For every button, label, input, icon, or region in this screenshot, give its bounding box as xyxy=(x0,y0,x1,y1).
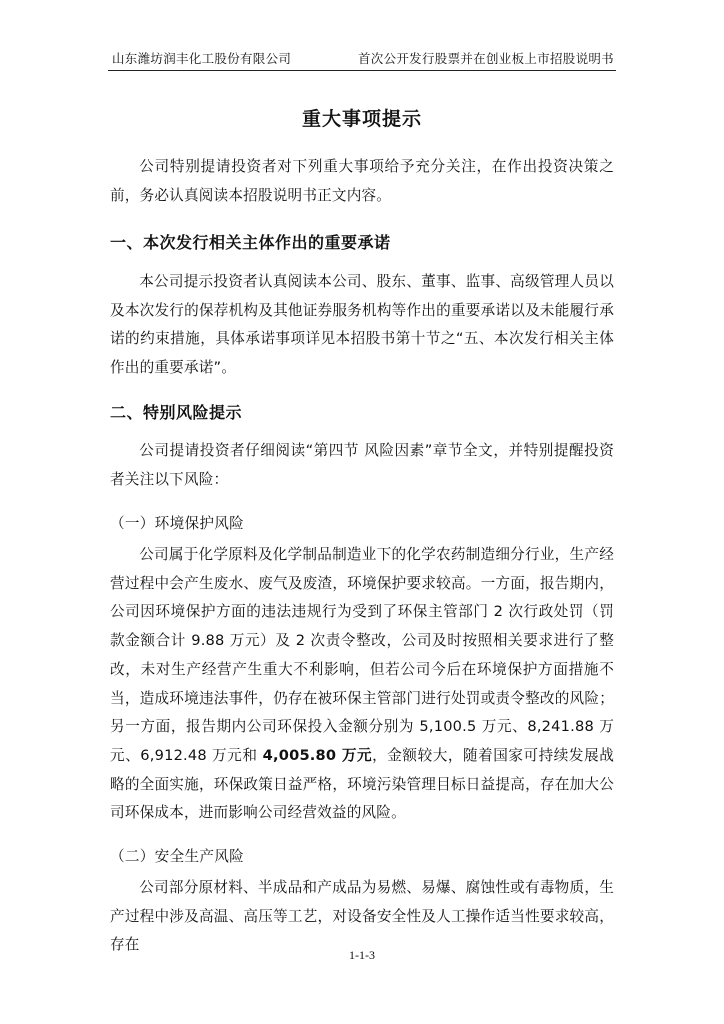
page-number: 1-1-3 xyxy=(349,948,375,962)
subsection1-text-b: ，金额较大，随着国家可持续发展战略的全面实施，环保政策日益严格，环境污染管理目标日益提高，存在加大公司环保成本，进而影响公司经营效益的风险。 xyxy=(110,746,614,822)
section2-heading: 二、特别风险提示 xyxy=(110,403,243,422)
subsection1-heading: （一）环境保护风险 xyxy=(110,515,245,532)
page-title: 重大事项提示 xyxy=(301,108,422,130)
subsection2-heading: （二）安全生产风险 xyxy=(110,848,245,865)
subsection1-text-a: 公司属于化学原料及化学制品制造业下的化学农药制造细分行业，生产经营过程中会产生废水、废气及废渣，环境保护要求较高。一方面，报告期内，公司因环境保护方面的违法违规行为受到了环保主管部门 2 次行政处罚（罚款金额合计 9.88 万元）及 2 次责令整改，公司及时按照相关要求进行了整改，未对生产经营产生重大不利影响，但若公司今后在环境保护方面措施不当，造成环境违法事件，仍存在被环保主管部门进行处罚或责令整改的风险；另一方面，报告期内公司环保投入金额分别为 5,100.5 万元、8,241.88 万元、6,912.48 万元和 xyxy=(110,546,614,764)
section2-intro-paragraph: 公司提请投资者仔细阅读“第四节 风险因素”章节全文，并特别提醒投资者关注以下风险： xyxy=(110,442,614,488)
page-header xyxy=(108,50,616,68)
header-doc-title: 首次公开发行股票并在创业板上市招股说明书 xyxy=(357,51,614,66)
section1-heading: 一、本次发行相关主体作出的重要承诺 xyxy=(110,233,391,252)
header-company: 山东潍坊润丰化工股份有限公司 xyxy=(112,51,292,66)
subsection1-paragraph xyxy=(110,541,614,828)
intro-paragraph: 公司特别提请投资者对下列重大事项给予充分关注，在作出投资决策之前，务必认真阅读本招股说明书正文内容。 xyxy=(110,158,614,204)
header-divider xyxy=(108,70,616,71)
subsection2-paragraph: 公司部分原材料、半成品和产成品为易燃、易爆、腐蚀性或有毒物质，生产过程中涉及高温、高压等工艺，对设备安全性及人工操作适当性要求较高，存在 xyxy=(110,879,614,954)
subsection1-bold-amount: 4,005.80 万元 xyxy=(262,746,373,764)
section1-paragraph: 本公司提示投资者认真阅读本公司、股东、董事、监事、高级管理人员以及本次发行的保荐机构及其他证券服务机构等作出的重要承诺以及未能履行承诺的约束措施，具体承诺事项详见本招股书第十节之“五、本次发行相关主体作出的重要承诺”。 xyxy=(110,273,614,377)
